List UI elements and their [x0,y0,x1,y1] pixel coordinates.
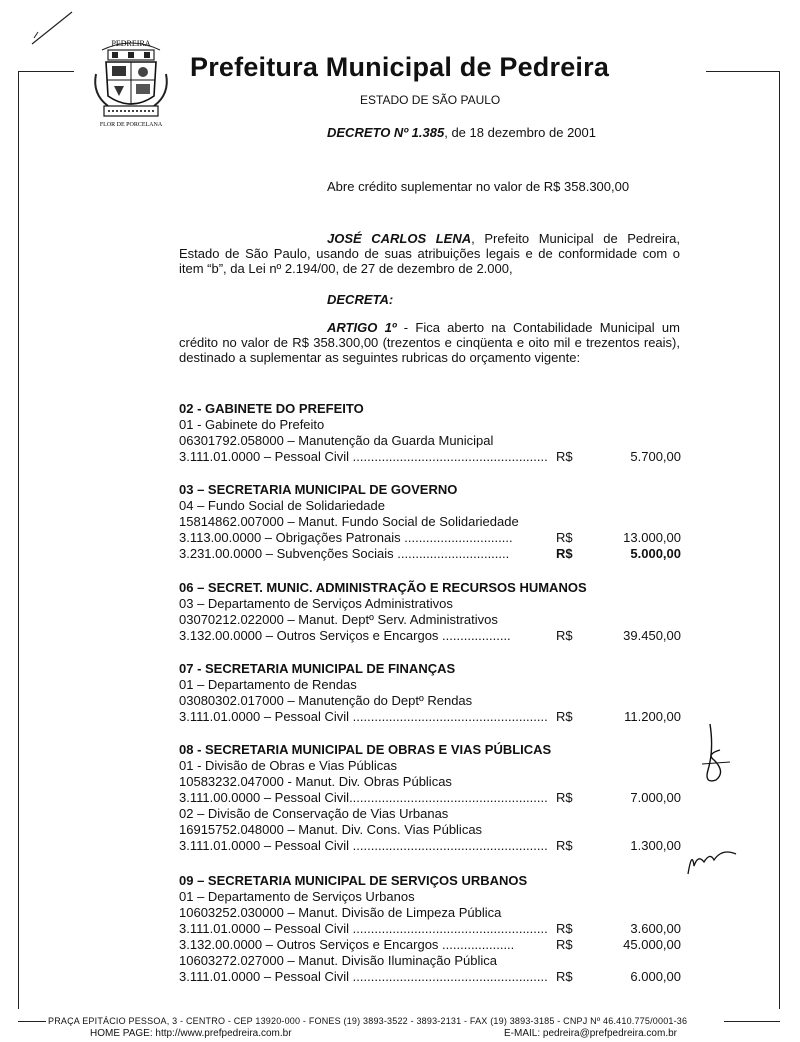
footer-homepage: HOME PAGE: http://www.prefpedreira.com.br [90,1028,292,1039]
footer-rule-left [18,1021,46,1022]
row-value: 6.000,00 [630,969,681,984]
section-heading: 06 – SECRET. MUNIC. ADMINISTRAÇÃO E RECURSOS HUMANOS [179,580,587,595]
section-line: 03 – Departamento de Serviços Administrativos [179,596,453,611]
row-description: 3.132.00.0000 – Outros Serviços e Encargos .................... [179,937,515,952]
footer-email: E-MAIL: pedreira@prefpedreira.com.br [504,1028,677,1039]
budget-row [179,546,681,562]
section-heading: 07 - SECRETARIA MUNICIPAL DE FINANÇAS [179,661,456,676]
row-value: 13.000,00 [623,530,681,545]
row-currency: R$ [556,709,573,724]
decree-date: , de 18 dezembro de 2001 [444,125,596,140]
row-description: 3.132.00.0000 – Outros Serviços e Encargos ................... [179,628,511,643]
row-value: 1.300,00 [630,838,681,853]
row-currency: R$ [556,838,573,853]
budget-section [179,742,681,854]
section-line: 10603272.027000 – Manut. Divisão Iluminação Pública [179,953,497,968]
row-description: 3.111.01.0000 – Pessoal Civil ...................................................... [179,921,548,936]
row-description: 3.111.00.0000 – Pessoal Civil....................................................... [179,790,548,805]
section-line: 04 – Fundo Social de Solidariedade [179,498,385,513]
section-heading: 09 – SECRETARIA MUNICIPAL DE SERVIÇOS URBANOS [179,873,528,888]
budget-row [179,628,681,644]
section-line: 06301792.058000 – Manutenção da Guarda Municipal [179,433,494,448]
municipal-crest [88,34,174,134]
section-line: 01 - Gabinete do Prefeito [179,417,325,432]
header-rule-left [18,71,74,72]
row-description: 3.111.01.0000 – Pessoal Civil ...................................................... [179,969,548,984]
row-value: 5.700,00 [630,449,681,464]
row-currency: R$ [556,921,573,936]
row-currency: R$ [556,937,573,952]
row-value: 5.000,00 [630,546,681,561]
section-heading: 08 - SECRETARIA MUNICIPAL DE OBRAS E VIAS PÚBLICAS [179,742,552,757]
state-subtitle: ESTADO DE SÃO PAULO [360,93,501,107]
budget-row [179,921,681,937]
signature-mark [696,720,736,790]
row-value: 39.450,00 [623,628,681,643]
row-description: 3.231.00.0000 – Subvenções Sociais ............................... [179,546,510,561]
crest-top-text: PEDREIRA [111,39,151,48]
row-value: 7.000,00 [630,790,681,805]
row-currency: R$ [556,969,573,984]
initials-mark [684,840,740,880]
section-line: 10583232.047000 - Manut. Div. Obras Públicas [179,774,452,789]
row-currency: R$ [556,628,573,643]
intro-paragraph [179,231,680,276]
row-description: 3.111.01.0000 – Pessoal Civil ...................................................... [179,449,548,464]
section-line: 03070212.022000 – Manut. Deptº Serv. Administrativos [179,612,498,627]
decreta-heading: DECRETA: [327,292,394,307]
article-paragraph [179,320,680,365]
row-currency: R$ [556,546,573,561]
section-heading: 02 - GABINETE DO PREFEITO [179,401,364,416]
page-title: Prefeitura Municipal de Pedreira [190,52,610,82]
budget-section [179,401,681,465]
section-line: 01 – Departamento de Rendas [179,677,357,692]
budget-section [179,482,681,562]
budget-row [179,838,681,854]
row-currency: R$ [556,449,573,464]
corner-mark [28,8,76,48]
row-currency: R$ [556,790,573,805]
row-description: 3.113.00.0000 – Obrigações Patronais .............................. [179,530,513,545]
section-line: 01 – Departamento de Serviços Urbanos [179,889,415,904]
right-border-line [779,72,780,1009]
budget-row [179,969,681,985]
mayor-name: JOSÉ CARLOS LENA [327,231,472,246]
section-line: 16915752.048000 – Manut. Div. Cons. Vias Públicas [179,822,483,837]
budget-section [179,661,681,725]
section-heading: 03 – SECRETARIA MUNICIPAL DE GOVERNO [179,482,458,497]
article-text: - Fica aberto na Contabilidade Municipal um crédito no valor de R$ 358.300,00 (trezentos e cinqüenta e oito mil e trezentos reais), destinado a suplementar as seguintes rubricas do orçamento vigente: [179,320,680,365]
row-currency: R$ [556,530,573,545]
decree-number: DECRETO Nº 1.385 [327,125,445,140]
budget-row [179,530,681,546]
row-description: 3.111.01.0000 – Pessoal Civil ...................................................... [179,838,548,853]
footer-rule-right [724,1021,780,1022]
section-line: 02 – Divisão de Conservação de Vias Urbanas [179,806,449,821]
intro-text: , Prefeito Municipal de Pedreira, Estado de São Paulo, usando de suas atribuições legais e de conformidade com o item “b”, da Lei nº 2.194/00, de 27 de dezembro de 2.000, [179,231,681,276]
section-line: 03080302.017000 – Manutenção do Deptº Rendas [179,693,473,708]
row-value: 45.000,00 [623,937,681,952]
article-label: ARTIGO 1º [327,320,397,335]
row-value: 11.200,00 [624,709,681,724]
budget-section [179,580,681,644]
budget-row [179,790,681,806]
section-line: 01 - Divisão de Obras e Vias Públicas [179,758,397,773]
left-border-line [18,72,19,1009]
section-line: 10603252.030000 – Manut. Divisão de Limpeza Pública [179,905,502,920]
budget-row [179,449,681,465]
budget-section [179,873,681,985]
row-value: 3.600,00 [630,921,681,936]
header-rule-right [706,71,780,72]
budget-row [179,937,681,953]
decree-summary: Abre crédito suplementar no valor de R$ 358.300,00 [327,179,630,194]
footer-address: PRAÇA EPITÁCIO PESSOA, 3 - CENTRO - CEP 13920-000 - FONES (19) 3893-3522 - 3893-2131 - FAX (19) 3893-3185 - CNPJ Nº 46.410.775/0001-36 [48,1016,688,1026]
decree-line [327,125,596,140]
section-line: 15814862.007000 – Manut. Fundo Social de Solidariedade [179,514,519,529]
budget-row [179,709,681,725]
crest-bottom-text: FLOR DE PORCELANA [99,122,163,128]
row-description: 3.111.01.0000 – Pessoal Civil ...................................................... [179,709,548,724]
